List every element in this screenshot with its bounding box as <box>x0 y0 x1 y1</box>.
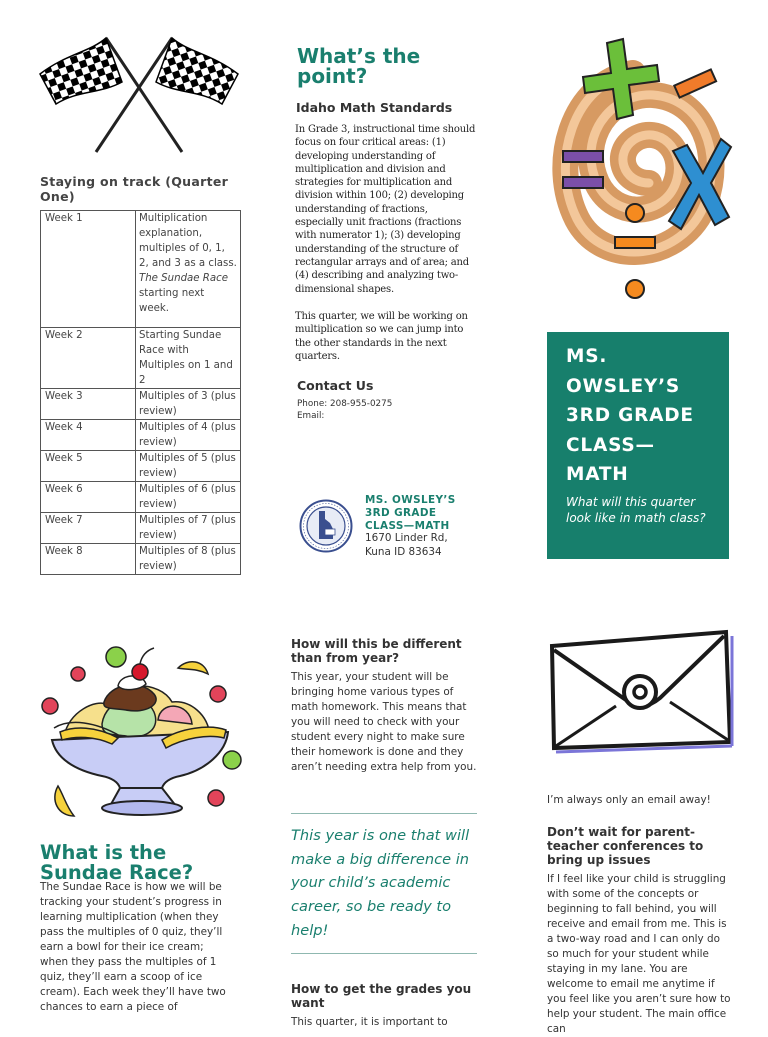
different-heading: How will this be different than from year? <box>291 637 462 665</box>
week-label: Week 6 <box>41 482 136 513</box>
week-label: Week 2 <box>41 328 136 389</box>
ice-cream-sundae-icon <box>40 640 245 820</box>
pull-quote: This year is one that will make a big difference in your child’s academic career, so be ready to help! <box>291 827 470 939</box>
different-body: This year, your student will be bringing home various types of math homework. This means that you will need to check with your student every night to make sure their homework is done and they aren’t needing extra help from you. <box>291 671 477 773</box>
week-label: Week 3 <box>41 389 136 420</box>
standards-subheading: Idaho Math Standards <box>296 100 453 115</box>
conferences-body: If I feel like your child is struggling with some of the concepts or beginning to fall behind, you will receive and email from me. This is a two-way road and I can only do so much for your student while staying in my lane. You are welcome to email me anytime if you feel like you aren’t sure how to help your student. The main office can <box>547 873 731 1035</box>
table-row <box>41 389 241 420</box>
week-topic: Multiples of 4 (plus review) <box>136 420 241 451</box>
email-text: Email: <box>297 410 325 421</box>
org-address <box>365 531 477 559</box>
contact-details <box>297 399 477 420</box>
table-row <box>41 211 241 328</box>
week-label: Week 1 <box>41 211 136 328</box>
address-line: Kuna ID 83634 <box>365 546 442 558</box>
week-topic: Multiplication explanation, multiples of 0, 1, 2, and 3 as a class. The Sundae Race starting next week. <box>136 211 241 328</box>
contact-heading: Contact Us <box>297 378 374 393</box>
week-topic: Multiples of 6 (plus review) <box>136 482 241 513</box>
week-label: Week 5 <box>41 451 136 482</box>
grades-body: This quarter, it is important to <box>291 1016 448 1028</box>
table-row <box>41 420 241 451</box>
conferences-heading: Don’t wait for parent-teacher conferences to bring up issues <box>547 825 704 867</box>
week-topic: Multiples of 8 (plus review) <box>136 544 241 575</box>
week-topic: Multiples of 7 (plus review) <box>136 513 241 544</box>
table-row <box>41 513 241 544</box>
quarter-paragraph: This quarter, we will be working on multiplication so we can jump into the other standards in the next quarters. <box>295 311 468 362</box>
quote-divider-bottom <box>291 953 477 954</box>
sundae-heading: What is the Sundae Race? <box>40 841 194 884</box>
grades-heading: How to get the grades you want <box>291 982 472 1010</box>
cover-box <box>547 332 729 559</box>
week-label: Week 4 <box>41 420 136 451</box>
department-seal-icon <box>299 499 353 553</box>
week-label: Week 8 <box>41 544 136 575</box>
schedule-heading: Staying on track (Quarter One) <box>40 174 229 204</box>
week-topic: Multiples of 5 (plus review) <box>136 451 241 482</box>
table-row <box>41 544 241 575</box>
address-line: 1670 Linder Rd, <box>365 532 448 544</box>
standards-paragraph: In Grade 3, instructional time should focus on four critical areas: (1) developing understanding of multiplication and division and strategies for multiplication and division within 100; (2) developing understanding of fractions, especially unit fractions (fractions with numerator 1); (3) developing understanding of the structure of rectangular arrays and of area; and (4) describing and analyzing two-dimensional shapes. <box>295 124 476 295</box>
sundae-body: The Sundae Race is how we will be tracking your student’s progress in learning multiplication (when they pass the multiples of 0 quiz, they’ll earn a bowl for their ice cream; when they pass the multiples of 1 quiz, they’ll earn a scoop of ice cream). Each week they’ll have two chances to earn a piece of <box>40 881 226 1013</box>
table-row <box>41 482 241 513</box>
week-label: Week 7 <box>41 513 136 544</box>
email-away-text: I’m always only an email away! <box>547 794 711 806</box>
cover-subtitle: What will this quarter look like in math class? <box>566 494 706 525</box>
quote-divider-top <box>291 813 477 814</box>
org-name: MS. OWSLEY’S 3RD GRADE CLASS—MATH <box>365 494 456 532</box>
point-heading: What’s the point? <box>297 44 421 88</box>
phone-text: Phone: 208-955-0275 <box>297 399 393 409</box>
email-envelope-icon <box>546 628 732 752</box>
table-row <box>41 451 241 482</box>
math-symbols-swirl-icon <box>553 33 731 305</box>
week-topic: Multiples of 3 (plus review) <box>136 389 241 420</box>
table-row <box>41 328 241 389</box>
schedule-table <box>40 210 241 575</box>
checkered-flags-icon <box>38 32 240 156</box>
week-topic: Starting Sundae Race with Multiples on 1 and 2 <box>136 328 241 389</box>
cover-title: MS. OWSLEY’S 3RD GRADE CLASS—MATH <box>566 346 694 486</box>
